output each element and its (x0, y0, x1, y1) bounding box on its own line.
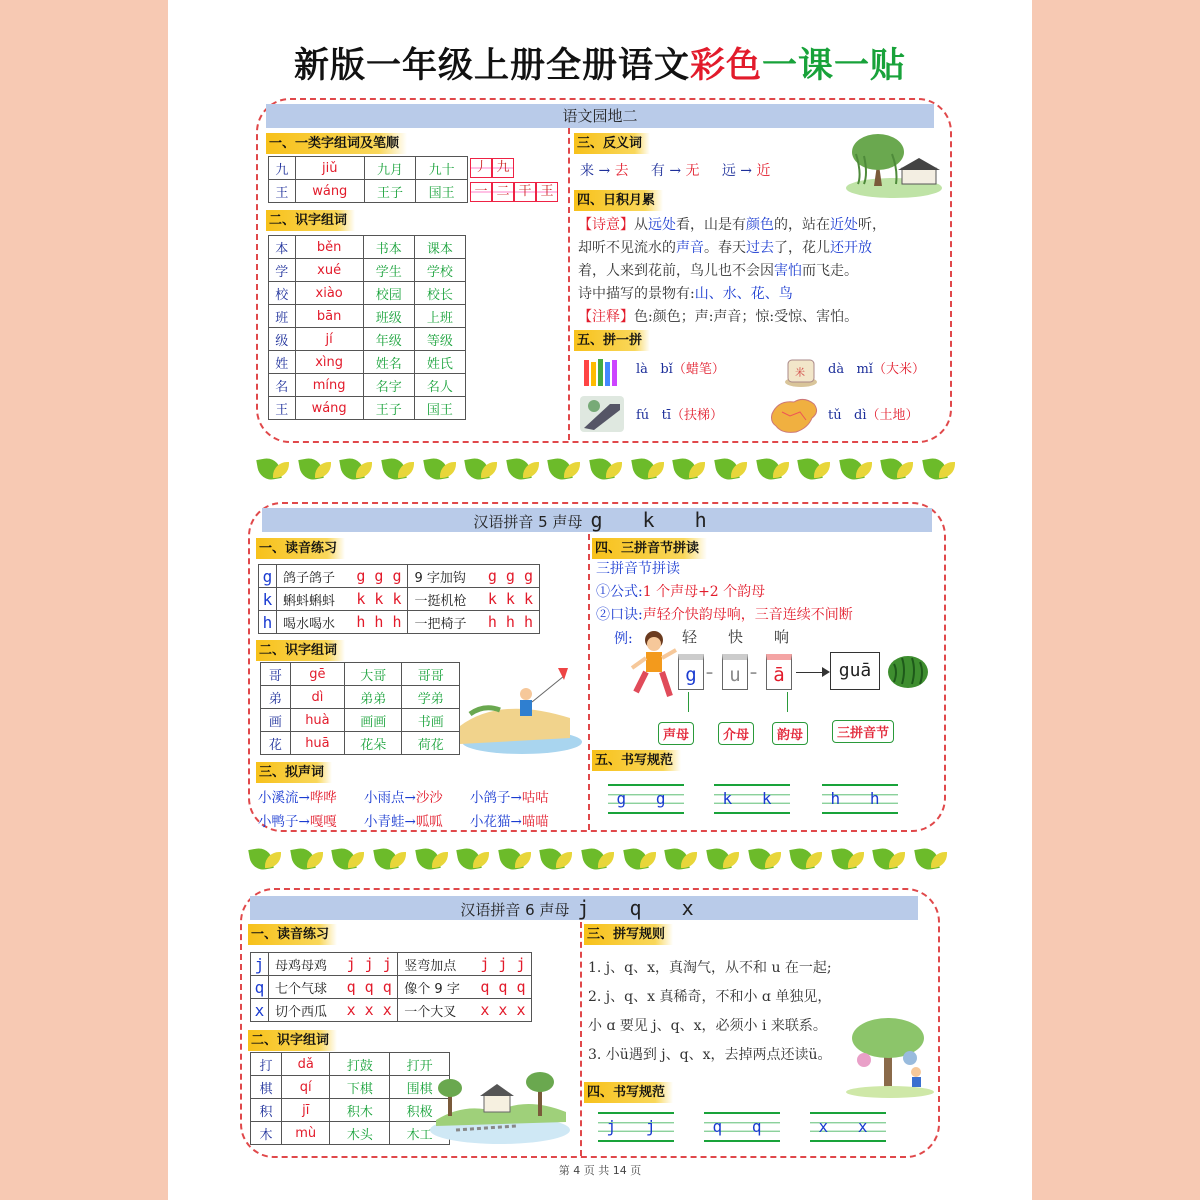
section-divider (568, 128, 570, 440)
table-cell: g g g (482, 565, 540, 588)
table-first-chars: 九 jiǔ 九月 九十 王 wáng 王子 国王 (268, 156, 468, 203)
table-cell: j j j (341, 953, 398, 976)
leaf-icon (256, 454, 290, 484)
table-cell: 王子 (363, 397, 414, 420)
table-cell: jí (295, 328, 363, 351)
stroke-order-wang: 一 二 干 王 (470, 182, 558, 202)
tag-final: 韵母 (772, 722, 808, 745)
table-cell: huà (290, 709, 344, 732)
leaf-icon (706, 844, 740, 874)
leaf-icon (714, 454, 748, 484)
table-cell: 弟弟 (345, 686, 402, 709)
table-cell: 积极 (390, 1099, 450, 1122)
ono-sound: 呱呱 (415, 814, 443, 830)
label-2-4: 四、三拼音节拼读 (592, 538, 707, 559)
table-cell: 名 (269, 374, 296, 397)
table-cell: 一个大叉 (398, 999, 475, 1022)
bracket-lines (688, 692, 788, 712)
table-cell: 七个气球 (269, 976, 342, 999)
table-cell: 等级 (414, 328, 465, 351)
arrow: → (510, 814, 522, 830)
table-cell: míng (295, 374, 363, 397)
table-cell: 级 (269, 328, 296, 351)
label-3-2: 二、识字组词 (248, 1030, 337, 1051)
pinyin-escalator: fú tī（扶梯） (636, 408, 723, 423)
table-cell: x (251, 999, 269, 1022)
table-cell: jī (282, 1099, 330, 1122)
table-cell: 姓 (269, 351, 296, 374)
pinyin-rice: dà mǐ（大米） (828, 362, 925, 377)
table-cell: 荷花 (402, 732, 460, 755)
table-cell: 母鸡母鸡 (269, 953, 342, 976)
table-cell: 年级 (363, 328, 414, 351)
leaf-icon (456, 844, 490, 874)
page-footer: 第 4 页 共 14 页 (558, 1164, 642, 1177)
table-cell: 学 (269, 259, 296, 282)
leaf-icon (539, 844, 573, 874)
table-cell: 学弟 (402, 686, 460, 709)
table-cell: 一把椅子 (408, 611, 482, 634)
pinyin-land: tǔ dì（土地） (828, 408, 919, 423)
table-cell: 积木 (330, 1099, 390, 1122)
label-1-4: 四、日积月累 (574, 190, 663, 211)
table-cell: dǎ (282, 1053, 330, 1076)
village-illustration (426, 1060, 572, 1146)
ono-subject: 小鸭子 (258, 814, 299, 830)
table-cell: 切个西瓜 (269, 999, 342, 1022)
boy-flying-kite-illustration (460, 664, 584, 754)
write-q: q q (704, 1112, 780, 1142)
leaf-icon (672, 454, 706, 484)
write-g: g g (608, 784, 684, 814)
table-cell: g g g (350, 565, 408, 588)
dash-2: – (750, 665, 757, 681)
leaf-icon (589, 454, 623, 484)
table-cell: 本 (269, 236, 296, 259)
table-cell: 木 (251, 1122, 282, 1145)
table-reading-gkh (258, 564, 540, 634)
table-cell: 学校 (414, 259, 465, 282)
read-fast: 快 (728, 628, 744, 646)
label-1-5: 五、拼一拼 (574, 330, 650, 351)
table-row (251, 1053, 450, 1076)
leaf-icon (631, 454, 665, 484)
tag-medial: 介母 (718, 722, 754, 745)
leaf-icon (748, 844, 782, 874)
table-cell: 哥 (261, 663, 291, 686)
ono-sound: 沙沙 (415, 790, 443, 806)
onomatopoeia-item (364, 810, 470, 834)
arrow: → (510, 790, 522, 806)
table-cell: 蝌蚪蝌蚪 (277, 588, 351, 611)
leaf-icon (756, 454, 790, 484)
table-cell: 大哥 (345, 663, 402, 686)
write-j: j j (598, 1112, 674, 1142)
ono-subject: 小花猫 (470, 814, 511, 830)
table-cell: 竖弯加点 (398, 953, 475, 976)
read-loud: 响 (774, 628, 790, 646)
crayons-icon (580, 356, 620, 390)
table-cell: k k k (350, 588, 408, 611)
leaf-icon (331, 844, 365, 874)
table-row (251, 1122, 450, 1145)
table-cell: 打鼓 (330, 1053, 390, 1076)
table-cell: gē (290, 663, 344, 686)
leaf-divider-2 (248, 844, 948, 880)
section-bar-3: 汉语拼音 6 声母 j q x (250, 896, 918, 920)
worksheet-page (168, 0, 1032, 1200)
ono-subject: 小青蛙 (364, 814, 405, 830)
table-cell: wáng (295, 397, 363, 420)
spelling-rules: 1. j、q、x，真淘气，从不和 u 在一起; 2. j、q、x 真稀奇，不和小 ɑ 单独见， 小 ɑ 要见 j、q、x，必须小 i 来联系。 3. 小ü遇到 j、q、x，去掉两点还读ü。 (588, 960, 832, 1063)
example-label: 例: (614, 631, 633, 647)
table-cell: 国王 (414, 397, 465, 420)
table-cell: 名字 (363, 374, 414, 397)
leaf-icon (623, 844, 657, 874)
table-row (251, 976, 532, 999)
table-row (261, 709, 460, 732)
write-h: h h (822, 784, 898, 814)
table-cell: 打 (251, 1053, 282, 1076)
table-row (261, 663, 460, 686)
dash-1: – (706, 665, 713, 681)
table-cell: x x x (341, 999, 398, 1022)
table-cell: h h h (482, 611, 540, 634)
table-row (269, 328, 466, 351)
table-cell: xiào (295, 282, 363, 305)
table-cell: 木工 (390, 1122, 450, 1145)
table-cell: 木头 (330, 1122, 390, 1145)
ono-subject: 小溪流 (258, 790, 299, 806)
table-cell: 书本 (363, 236, 414, 259)
card-a: ā (766, 654, 792, 690)
leaf-icon (248, 844, 282, 874)
leaf-icon (415, 844, 449, 874)
table-row (261, 686, 460, 709)
table-row (251, 999, 532, 1022)
table-cell: 9 字加钩 (408, 565, 482, 588)
onomatopoeia-grid (258, 786, 588, 834)
escalator-icon (580, 396, 624, 432)
table-cell: 学生 (363, 259, 414, 282)
read-light: 轻 (682, 628, 698, 646)
table-cell: huā (290, 732, 344, 755)
table-row (259, 611, 540, 634)
label-2-2: 二、识字组词 (256, 640, 345, 661)
card-g: g (678, 654, 704, 690)
label-3-3: 三、拼写规则 (584, 924, 673, 945)
table-row (261, 732, 460, 755)
table-cell: 喝水喝水 (277, 611, 351, 634)
table-cell: h (259, 611, 277, 634)
table-cell: 像个 9 字 (398, 976, 475, 999)
label-3-1: 一、读音练习 (248, 924, 337, 945)
table-cell: xué (295, 259, 363, 282)
label-3-4: 四、书写规范 (584, 1082, 673, 1103)
table-row (269, 259, 466, 282)
watermelon-icon (886, 650, 930, 690)
arrow: → (298, 790, 310, 806)
leaf-icon (789, 844, 823, 874)
leaf-icon (464, 454, 498, 484)
table-cell: 鸽子鸽子 (277, 565, 351, 588)
tree-child-illustration (844, 1014, 936, 1098)
label-1-3: 三、反义词 (574, 133, 650, 154)
arrow-head (822, 667, 830, 677)
table-cell: 打开 (390, 1053, 450, 1076)
section-divider-3 (580, 922, 582, 1156)
result-box: guā (830, 652, 880, 690)
table-cell: 画 (261, 709, 291, 732)
table-cell: 一挺机枪 (408, 588, 482, 611)
willow-house-illustration (844, 128, 944, 200)
table-cell: dì (290, 686, 344, 709)
leaf-icon (423, 454, 457, 484)
table-cell: 下棋 (330, 1076, 390, 1099)
table-cell: q (251, 976, 269, 999)
stroke-order-jiu: 丿 九 (470, 158, 514, 178)
table-cell: 王 (269, 397, 296, 420)
leaf-icon (914, 844, 948, 874)
three-syllable-rules: 三拼音节拼读 ①公式:1 个声母+2 个韵母 ②口诀:声轻介快韵母响，三音连续不间断 (596, 561, 853, 623)
table-cell: 校园 (363, 282, 414, 305)
child-running-illustration (626, 630, 682, 702)
table-cell: xìng (295, 351, 363, 374)
leaf-icon (831, 844, 865, 874)
table-row (269, 236, 466, 259)
onomatopoeia-item (364, 786, 470, 810)
table-cell: 姓名 (363, 351, 414, 374)
ono-sound: 喵喵 (521, 814, 549, 830)
leaf-icon (298, 454, 332, 484)
table-cell: 画画 (345, 709, 402, 732)
onomatopoeia-item (470, 786, 576, 810)
table-cell: 棋 (251, 1076, 282, 1099)
leaf-icon (797, 454, 831, 484)
tag-three-syllable: 三拼音节 (832, 720, 894, 743)
arrow: → (298, 814, 310, 830)
table-cell: 名人 (414, 374, 465, 397)
poem-meaning: 【诗意】从远处看，山是有颜色的，站在近处听， 却听不见流水的声音。春天过去了，花儿还开放 着，人来到花前，鸟儿也不会因害怕而飞走。 诗中描写的景物有:山、水、花、鸟 【注释】色:颜色；声:声音；惊:受惊、害怕。 (578, 217, 886, 325)
table-cell: 上班 (414, 305, 465, 328)
write-k: k k (714, 784, 790, 814)
table-cell: k (259, 588, 277, 611)
rice-bag-icon (782, 352, 820, 388)
table-cell: bān (295, 305, 363, 328)
leaf-icon (506, 454, 540, 484)
onomatopoeia-item (258, 810, 364, 834)
table-cell: 班 (269, 305, 296, 328)
label-2-5: 五、书写规范 (592, 750, 681, 771)
table-cell: běn (295, 236, 363, 259)
table-row (259, 565, 540, 588)
table-cell: 哥哥 (402, 663, 460, 686)
table-cell: 课本 (414, 236, 465, 259)
table-row (259, 588, 540, 611)
table-cell: 花朵 (345, 732, 402, 755)
table-row (251, 1076, 450, 1099)
leaf-icon (581, 844, 615, 874)
antonyms: 来 → 去 有 → 无 远 → 近 (580, 163, 771, 179)
china-map-icon (768, 396, 822, 436)
section-bar-2: 汉语拼音 5 声母 g k h (262, 508, 932, 532)
table-cell: g (259, 565, 277, 588)
table-row (251, 953, 532, 976)
table-literacy-jqx (250, 1052, 450, 1145)
table-cell: 围棋 (390, 1076, 450, 1099)
label-2-3: 三、拟声词 (256, 762, 332, 783)
table-reading-jqx (250, 952, 532, 1022)
table-row (269, 397, 466, 420)
leaf-icon (664, 844, 698, 874)
leaf-icon (339, 454, 373, 484)
onomatopoeia-item (258, 786, 364, 810)
ono-sound: 咕咕 (521, 790, 549, 806)
leaf-icon (872, 844, 906, 874)
table-cell: j j j (475, 953, 532, 976)
leaf-icon (839, 454, 873, 484)
table-cell: mù (282, 1122, 330, 1145)
leaf-icon (381, 454, 415, 484)
label-1-2: 二、识字组词 (266, 210, 355, 231)
label-2-1: 一、读音练习 (256, 538, 345, 559)
tag-initial: 声母 (658, 722, 694, 745)
table-literacy-words (268, 235, 466, 420)
table-row (269, 305, 466, 328)
table-cell: 积 (251, 1099, 282, 1122)
table-row (269, 282, 466, 305)
table-cell: 弟 (261, 686, 291, 709)
table-cell: 班级 (363, 305, 414, 328)
page-title: 新版一年级上册全册语文彩色一课一贴 (293, 46, 907, 86)
pinyin-crayon: là bǐ（蜡笔） (636, 362, 725, 377)
ono-sound: 哗哗 (309, 790, 337, 806)
table-cell: q q q (341, 976, 398, 999)
ono-subject: 小鸽子 (470, 790, 511, 806)
card-u: u (722, 654, 748, 690)
leaf-icon (373, 844, 407, 874)
leaf-icon (498, 844, 532, 874)
section-divider-2 (588, 534, 590, 830)
table-row (269, 374, 466, 397)
table-row (251, 1099, 450, 1122)
table-cell: 书画 (402, 709, 460, 732)
table-cell: x x x (475, 999, 532, 1022)
label-1-1: 一、一类字组词及笔顺 (266, 133, 407, 154)
arrow: → (404, 790, 416, 806)
leaf-icon (880, 454, 914, 484)
table-literacy-gkh (260, 662, 460, 755)
table-row (269, 351, 466, 374)
table-cell: 校长 (414, 282, 465, 305)
leaf-icon (922, 454, 956, 484)
ono-subject: 小雨点 (364, 790, 405, 806)
write-x: x x (810, 1112, 886, 1142)
leaf-icon (290, 844, 324, 874)
onomatopoeia-item (470, 810, 576, 834)
ono-sound: 嘎嘎 (309, 814, 337, 830)
leaf-icon (547, 454, 581, 484)
table-cell: 校 (269, 282, 296, 305)
table-cell: h h h (350, 611, 408, 634)
table-cell: 姓氏 (414, 351, 465, 374)
table-cell: qí (282, 1076, 330, 1099)
leaf-divider-1 (256, 454, 956, 490)
table-cell: 花 (261, 732, 291, 755)
arrow: → (404, 814, 416, 830)
section-bar-1: 语文园地二 (266, 104, 934, 128)
table-cell: q q q (475, 976, 532, 999)
svg-text:米: 米 (795, 368, 805, 379)
table-cell: j (251, 953, 269, 976)
table-cell: k k k (482, 588, 540, 611)
